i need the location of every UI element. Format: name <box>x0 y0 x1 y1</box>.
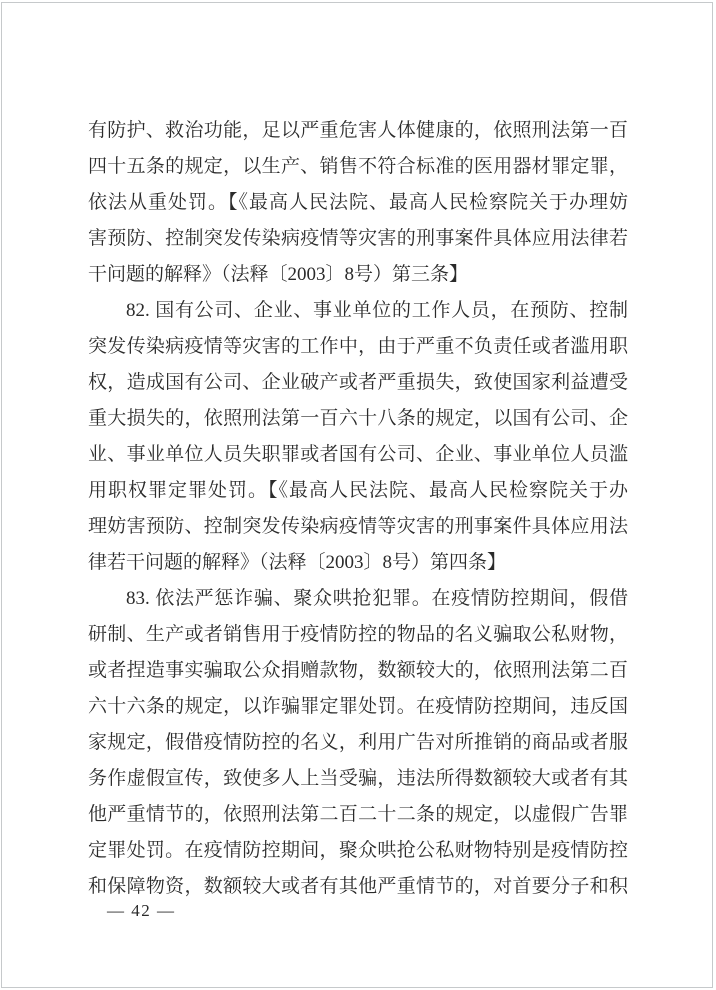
document-body <box>88 113 628 905</box>
text-line: 害预防、控制突发传染病疫情等灾害的刑事案件具体应用法律若 <box>88 228 628 249</box>
text-line: 他严重情节的，依照刑法第二百二十二条的规定，以虚假广告罪 <box>88 804 628 825</box>
text-line: 家规定，假借疫情防控的名义，利用广告对所推销的商品或者服 <box>88 732 628 753</box>
text-line: 六十六条的规定，以诈骗罪定罪处罚。在疫情防控期间，违反国 <box>88 696 628 717</box>
text-line: 权，造成国有公司、企业破产或者严重损失，致使国家利益遭受 <box>88 372 628 393</box>
text-line: 83. 依法严惩诈骗、聚众哄抢犯罪。在疫情防控期间，假借 <box>126 588 628 609</box>
text-line: 四十五条的规定，以生产、销售不符合标准的医用器材罪定罪， <box>88 156 628 177</box>
text-line: 定罪处罚。在疫情防控期间，聚众哄抢公私财物特别是疫情防控 <box>88 840 628 861</box>
text-line: 用职权罪定罪处罚。【《最高人民法院、最高人民检察院关于办 <box>88 480 628 501</box>
text-line: 干问题的解释》（法释〔2003〕8号）第三条】 <box>88 264 469 285</box>
text-line: 业、事业单位人员失职罪或者国有公司、企业、事业单位人员滥 <box>88 444 628 465</box>
text-line: 务作虚假宣传，致使多人上当受骗，违法所得数额较大或者有其 <box>88 768 628 789</box>
text-line: 理妨害预防、控制突发传染病疫情等灾害的刑事案件具体应用法 <box>88 516 628 537</box>
text-line: 和保障物资，数额较大或者有其他严重情节的，对首要分子和积 <box>88 876 628 897</box>
text-line: 研制、生产或者销售用于疫情防控的物品的名义骗取公私财物， <box>88 624 628 645</box>
text-line: 突发传染病疫情等灾害的工作中，由于严重不负责任或者滥用职 <box>88 336 628 357</box>
text-line: 依法从重处罚。【《最高人民法院、最高人民检察院关于办理妨 <box>88 192 628 213</box>
page-number: — 42 — <box>107 901 176 920</box>
text-line: 重大损失的，依照刑法第一百六十八条的规定，以国有公司、企 <box>88 408 628 429</box>
text-line: 82. 国有公司、企业、事业单位的工作人员，在预防、控制 <box>126 300 628 321</box>
text-line: 或者捏造事实骗取公众捐赠款物，数额较大的，依照刑法第二百 <box>88 660 628 681</box>
text-line: 律若干问题的解释》（法释〔2003〕8号）第四条】 <box>88 552 507 573</box>
text-line: 有防护、救治功能，足以严重危害人体健康的，依照刑法第一百 <box>88 120 628 141</box>
